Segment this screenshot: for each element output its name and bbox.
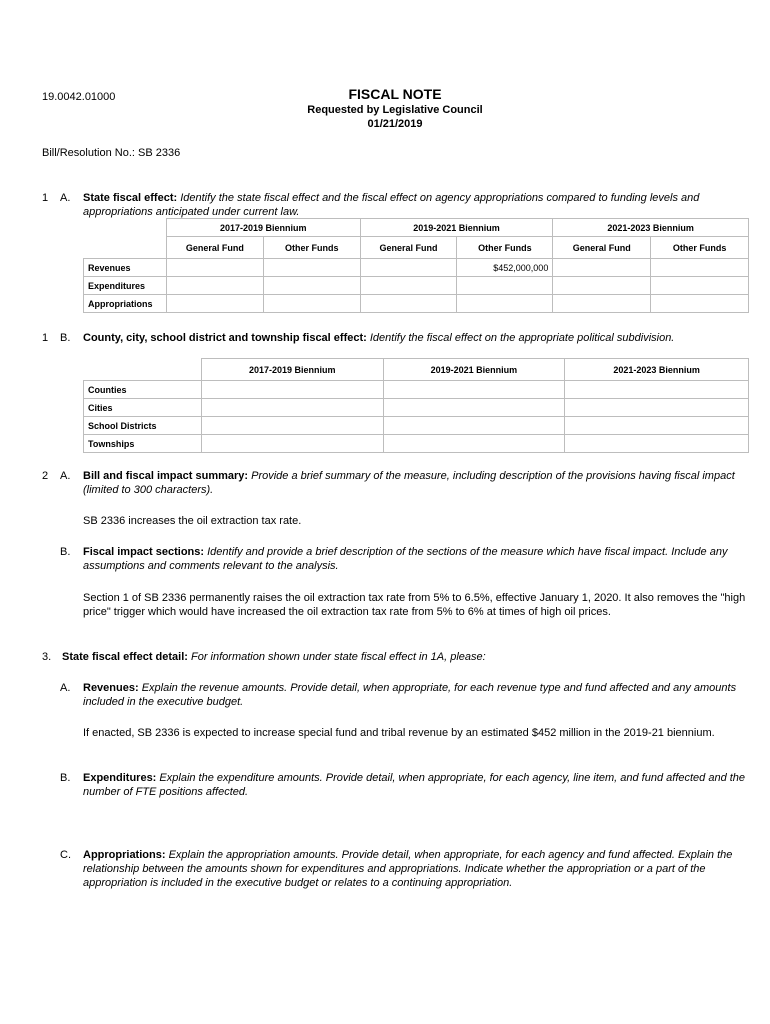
table-cell (565, 381, 749, 399)
fund-header: Other Funds (457, 237, 553, 259)
table-cell (263, 277, 360, 295)
section-1a-heading (83, 191, 753, 219)
table-cell (201, 381, 383, 399)
section-1a-instructions: Identify the state fiscal effect and the fiscal effect on agency appropriations compared to funding levels and appropriations anticipated under current law. (83, 192, 700, 218)
section-2a-answer: SB 2336 increases the oil extraction tax rate. (83, 515, 302, 527)
table-cell: $452,000,000 (457, 259, 553, 277)
row-label: Counties (84, 381, 202, 399)
row-label: Appropriations (84, 295, 167, 313)
fund-header: General Fund (360, 237, 457, 259)
table-cell (565, 435, 749, 453)
table-cell (360, 295, 457, 313)
table-cell (360, 277, 457, 295)
section-1b-number: 1 (42, 332, 49, 344)
biennium-header: 2017-2019 Biennium (201, 359, 383, 381)
table-cell (166, 295, 263, 313)
section-2b-answer: Section 1 of SB 2336 permanently raises the oil extraction tax rate from 5% to 6.5%, effective January 1, 2020. It also removes the "high price" trigger which would have increased the oil extraction tax rate from 5% to 6% at times of high oil prices. (83, 592, 746, 618)
section-2a-heading (83, 469, 748, 497)
table-row (84, 259, 749, 277)
page-title: FISCAL NOTE (348, 86, 442, 102)
section-3a-answer: If enacted, SB 2336 is expected to increase special fund and tribal revenue by an estimated $452 million in the 2019-21 biennium. (83, 727, 715, 739)
section-3c-letter: C. (60, 849, 71, 861)
document-number: 19.0042.01000 (42, 91, 116, 103)
section-3a-heading (83, 681, 748, 709)
row-label: Cities (84, 399, 202, 417)
section-3b-label: Expenditures: (83, 772, 157, 784)
section-1b-instructions: Identify the fiscal effect on the appropriate political subdivision. (369, 332, 675, 344)
section-3b-heading (83, 771, 748, 799)
table-cell (383, 435, 565, 453)
table-cell (201, 435, 383, 453)
section-1a-letter: A. (60, 192, 71, 204)
local-fiscal-effect-table (83, 358, 749, 453)
table-cell (383, 399, 565, 417)
section-3-label: State fiscal effect detail: (62, 651, 188, 663)
table-cell (166, 259, 263, 277)
table-cell (166, 277, 263, 295)
biennium-header: 2017-2019 Biennium (166, 219, 360, 237)
requested-by: Requested by Legislative Council (307, 104, 483, 116)
section-2b-heading (83, 545, 748, 573)
section-3-heading (62, 650, 752, 664)
table-cell (360, 259, 457, 277)
table-cell (553, 259, 651, 277)
table-cell (263, 259, 360, 277)
table-row (84, 399, 749, 417)
table-cell (201, 417, 383, 435)
fund-header: General Fund (166, 237, 263, 259)
section-2b-instructions: Identify and provide a brief description of the sections of the measure which have fiscal impact. Include any assumptions and comments relevant to the analysis. (83, 546, 728, 572)
section-1a-label: State fiscal effect: (83, 192, 178, 204)
section-2a-letter: A. (60, 470, 71, 482)
section-3c-label: Appropriations: (83, 849, 166, 861)
state-fiscal-effect-table (83, 218, 749, 313)
table-cell (565, 399, 749, 417)
biennium-header: 2021-2023 Biennium (565, 359, 749, 381)
table-cell (383, 417, 565, 435)
fund-header-row (84, 237, 749, 259)
biennium-header: 2019-2021 Biennium (360, 219, 553, 237)
section-2a-number: 2 (42, 470, 49, 482)
row-label: Townships (84, 435, 202, 453)
table-cell (553, 277, 651, 295)
section-3a-letter: A. (60, 682, 71, 694)
section-3a-label: Revenues: (83, 682, 139, 694)
biennium-header-row (84, 359, 749, 381)
section-2a-instructions: Provide a brief summary of the measure, including description of the provisions having fiscal impact (limited to 300 characters). (83, 470, 735, 496)
table-row (84, 435, 749, 453)
section-3b-instructions: Explain the expenditure amounts. Provide detail, when appropriate, for each agency, line item, and fund affected and the number of FTE positions affected. (83, 772, 746, 798)
biennium-header: 2021-2023 Biennium (553, 219, 749, 237)
table-cell (263, 295, 360, 313)
biennium-header-row (84, 219, 749, 237)
row-label: School Districts (84, 417, 202, 435)
row-label: Expenditures (84, 277, 167, 295)
section-3-instructions: For information shown under state fiscal effect in 1A, please: (191, 651, 486, 663)
section-3c-heading (83, 848, 751, 890)
table-cell (383, 381, 565, 399)
table-cell (457, 277, 553, 295)
table-cell (553, 295, 651, 313)
section-3a-instructions: Explain the revenue amounts. Provide detail, when appropriate, for each revenue type and fund affected and any amounts included in the executive budget. (83, 682, 737, 708)
table-cell (457, 295, 553, 313)
fund-header: Other Funds (263, 237, 360, 259)
table-row (84, 417, 749, 435)
note-date: 01/21/2019 (367, 118, 423, 130)
table-row (84, 381, 749, 399)
row-label: Revenues (84, 259, 167, 277)
section-2b-letter: B. (60, 546, 71, 558)
table-cell (201, 399, 383, 417)
section-1b-letter: B. (60, 332, 71, 344)
fund-header: Other Funds (651, 237, 749, 259)
table-cell (651, 277, 749, 295)
table-row (84, 295, 749, 313)
section-3-number: 3. (42, 651, 52, 663)
section-2b-label: Fiscal impact sections: (83, 546, 205, 558)
table-cell (565, 417, 749, 435)
section-3c-instructions: Explain the appropriation amounts. Provide detail, when appropriate, for each agency and fund affected. Explain the relationship between the amounts shown for expenditures and appropriations. Indicate whether the appropriation or a part of the appropriation is included in the executive budget or relates to a continuing appropriation. (83, 849, 733, 889)
fund-header: General Fund (553, 237, 651, 259)
section-3b-letter: B. (60, 772, 71, 784)
section-1a-number: 1 (42, 192, 49, 204)
section-1b-label: County, city, school district and township fiscal effect: (83, 332, 367, 344)
bill-number: Bill/Resolution No.: SB 2336 (42, 147, 181, 159)
section-1b-heading (83, 331, 723, 345)
biennium-header: 2019-2021 Biennium (383, 359, 565, 381)
section-2a-label: Bill and fiscal impact summary: (83, 470, 249, 482)
table-row (84, 277, 749, 295)
table-cell (651, 259, 749, 277)
table-cell (651, 295, 749, 313)
